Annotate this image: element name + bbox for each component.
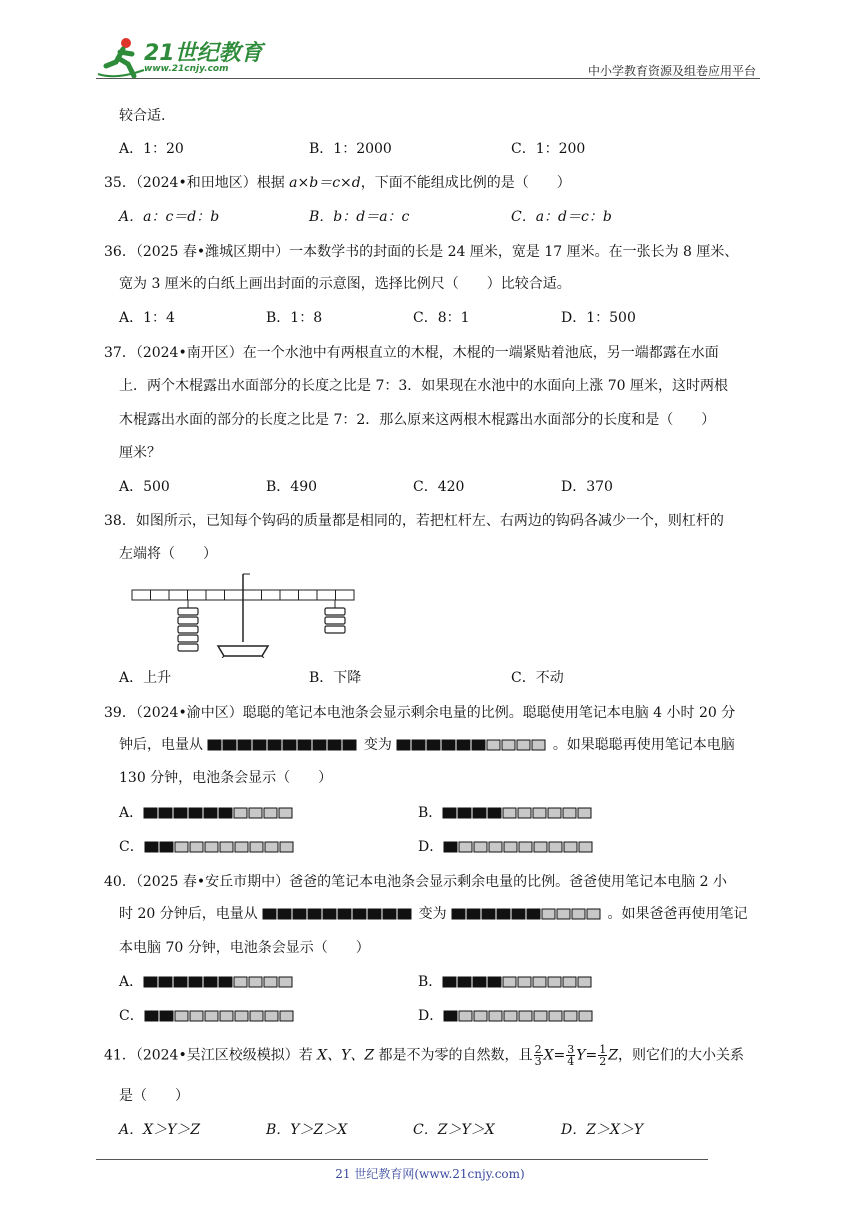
q38-line1-text: 如图所示，已知每个钩码的质量都是相同的，若把杠杆左、右两边的钩码各减少一个，则杠杆的	[135, 513, 724, 529]
left-weight	[178, 617, 198, 624]
q36-option-b: B．1：8	[266, 310, 323, 326]
right-weight	[325, 617, 345, 624]
battery-icon-q40-to	[451, 908, 603, 920]
q38-number: 38．	[104, 513, 136, 529]
q41-f2-den: 4	[567, 1055, 575, 1068]
left-weight	[178, 635, 198, 642]
q36-option-c: C．8：1	[413, 310, 470, 326]
battery-cell-full	[412, 740, 425, 750]
battery-cell-empty	[459, 1011, 472, 1021]
q39-line1-text: （2024•渝中区）聪聪的笔记本电池条会显示剩余电量的比例。聪聪使用笔记本电脑 4 小时 20 分	[135, 705, 736, 721]
battery-icon-q39-to	[396, 739, 548, 751]
right-weight	[325, 626, 345, 633]
battery-cell-full	[268, 740, 281, 750]
battery-cell-full	[467, 909, 480, 919]
battery-cell-full	[497, 909, 510, 919]
q37-option-a: A．500	[119, 479, 170, 495]
footer-divider	[96, 1159, 708, 1160]
battery-cell-full	[443, 808, 456, 818]
q39-line2-c: 。如果聪聪再使用笔记本电脑	[552, 737, 735, 753]
q41-line2: 是（ ）	[119, 1088, 189, 1104]
battery-cell-full	[308, 909, 321, 919]
battery-icon-q39-d	[443, 841, 595, 853]
battery-cell-empty	[578, 808, 591, 818]
battery-icon-q39-from	[207, 739, 359, 751]
q41-f3-num: 1	[599, 1043, 607, 1056]
left-weight	[178, 626, 198, 633]
battery-cell-full	[223, 740, 236, 750]
battery-cell-empty	[533, 808, 546, 818]
battery-cell-empty	[563, 977, 576, 987]
battery-cell-empty	[190, 842, 203, 852]
battery-cell-empty	[578, 977, 591, 987]
q41-option-b: B．Y＞Z＞X	[266, 1122, 348, 1138]
q41-fraction-1	[534, 1044, 543, 1067]
q36-option-a: A．1：4	[119, 310, 175, 326]
battery-cell-empty	[250, 1011, 263, 1021]
q39-option-c-label: C．	[119, 839, 144, 855]
q35-text-b: ，下面不能组成比例的是（ ）	[360, 175, 571, 191]
battery-cell-empty	[235, 842, 248, 852]
battery-cell-full	[368, 909, 381, 919]
header-divider	[96, 78, 760, 79]
battery-cell-full	[278, 909, 291, 919]
q40-option-b-label: B．	[418, 974, 443, 990]
platform-title: 中小学教育资源及组卷应用平台	[587, 64, 756, 78]
battery-cell-full	[174, 808, 187, 818]
q38-option-b: B．下降	[309, 670, 362, 686]
battery-cell-empty	[579, 842, 592, 852]
q40-line2-b: 变为	[418, 906, 447, 922]
q38-line2: 左端将（ ）	[119, 546, 217, 562]
battery-cell-full	[283, 740, 296, 750]
battery-cell-full	[443, 977, 456, 987]
q38-line1	[104, 511, 724, 531]
battery-cell-empty	[264, 808, 277, 818]
q40-option-d	[418, 1006, 595, 1026]
q40-line1	[104, 872, 727, 892]
q40-option-b	[418, 972, 594, 992]
battery-cell-empty	[548, 977, 561, 987]
battery-cell-empty	[533, 977, 546, 987]
battery-cell-empty	[504, 1011, 517, 1021]
battery-cell-empty	[487, 740, 500, 750]
battery-cell-full	[488, 977, 501, 987]
battery-cell-full	[442, 740, 455, 750]
left-weight	[178, 644, 198, 651]
q39-option-d	[418, 837, 595, 857]
q35-option-c: C．a：d＝c：b	[511, 209, 612, 225]
q37-option-d: D．370	[561, 479, 613, 495]
battery-cell-full	[397, 740, 410, 750]
q35-expression: a×b＝c×d	[289, 175, 361, 191]
q35-option-a: A．a：c＝d：b	[119, 209, 220, 225]
battery-cell-full	[398, 909, 411, 919]
logo-url: www.21cnjy.com	[144, 64, 229, 74]
q40-option-c	[119, 1006, 296, 1026]
q37-line3: 木棍露出水面的部分的长度之比是 7：2．那么原来这两根木棍露出水面部分的长度和是（ ）	[119, 412, 716, 428]
battery-cell-empty	[220, 1011, 233, 1021]
q37-line1-text: （2024•南开区）在一个水池中有两根直立的木棍，木棍的一端紧贴着池底，另一端都露在水面	[135, 345, 719, 361]
battery-cell-empty	[205, 1011, 218, 1021]
q40-option-a	[119, 972, 295, 992]
battery-cell-empty	[249, 808, 262, 818]
q40-line2-c: 。如果爸爸再使用笔记	[607, 906, 748, 922]
lever-figure	[130, 572, 356, 658]
q35-option-b: B．b：d＝a：c	[309, 209, 410, 225]
battery-cell-empty	[205, 842, 218, 852]
battery-cell-empty	[249, 977, 262, 987]
battery-icon-q39-b	[442, 807, 594, 819]
battery-cell-empty	[518, 808, 531, 818]
battery-cell-empty	[542, 909, 555, 919]
q39-line2-b: 变为	[363, 737, 392, 753]
q36-line1	[104, 242, 738, 262]
battery-cell-full	[159, 808, 172, 818]
q41-option-d: D．Z＞X＞Y	[561, 1122, 644, 1138]
battery-cell-full	[473, 977, 486, 987]
battery-cell-full	[204, 808, 217, 818]
battery-cell-full	[488, 808, 501, 818]
q39-line1	[104, 703, 735, 723]
battery-cell-empty	[474, 1011, 487, 1021]
q34-tail: 较合适.	[119, 108, 166, 124]
battery-cell-full	[145, 1011, 158, 1021]
battery-cell-full	[353, 909, 366, 919]
logo-runner-icon	[96, 36, 146, 82]
battery-cell-empty	[175, 842, 188, 852]
q37-option-b: B．490	[266, 479, 318, 495]
q40-option-c-label: C．	[119, 1008, 144, 1024]
battery-cell-full	[427, 740, 440, 750]
battery-icon-q39-a	[143, 807, 295, 819]
q41-f1-den: 3	[534, 1055, 542, 1068]
q39-option-d-label: D．	[418, 839, 444, 855]
battery-cell-full	[298, 740, 311, 750]
battery-cell-full	[208, 740, 221, 750]
q39-line2	[119, 735, 735, 755]
battery-cell-full	[204, 977, 217, 987]
battery-cell-full	[293, 909, 306, 919]
logo-text: 21世纪教育	[144, 41, 263, 66]
battery-cell-full	[527, 909, 540, 919]
battery-cell-empty	[280, 842, 293, 852]
q41-fraction-2	[566, 1044, 575, 1067]
battery-cell-empty	[502, 740, 515, 750]
q39-option-a-label: A．	[119, 805, 144, 821]
q40-option-d-label: D．	[418, 1008, 444, 1024]
battery-cell-full	[189, 977, 202, 987]
battery-cell-full	[174, 977, 187, 987]
q36-number: 36．	[104, 244, 136, 260]
battery-cell-empty	[265, 842, 278, 852]
right-weight	[325, 608, 345, 615]
q40-line3: 本电脑 70 分钟，电池条会显示（ ）	[119, 940, 370, 956]
q35-number: 35．	[104, 175, 136, 191]
q35-text-a: 根据	[256, 175, 290, 191]
battery-cell-empty	[572, 909, 585, 919]
q40-option-a-label: A．	[119, 974, 144, 990]
q39-option-b	[418, 803, 594, 823]
battery-cell-full	[238, 740, 251, 750]
q38-option-c: C．不动	[511, 670, 564, 686]
q39-number: 39．	[104, 705, 136, 721]
battery-cell-empty	[548, 808, 561, 818]
battery-cell-empty	[563, 808, 576, 818]
battery-cell-empty	[474, 842, 487, 852]
battery-cell-empty	[234, 977, 247, 987]
q41-line1	[104, 1044, 744, 1067]
battery-cell-full	[160, 842, 173, 852]
battery-cell-empty	[264, 977, 277, 987]
footer-text: 21 世纪教育网(www.21cnjy.com)	[335, 1167, 525, 1181]
battery-cell-full	[338, 909, 351, 919]
battery-cell-full	[473, 808, 486, 818]
battery-cell-empty	[220, 842, 233, 852]
battery-cell-empty	[250, 842, 263, 852]
q39-line2-a: 钟后，电量从	[119, 737, 203, 753]
battery-cell-full	[160, 1011, 173, 1021]
q36-line2: 宽为 3 厘米的白纸上画出封面的示意图，选择比例尺（ ）比较合适。	[119, 276, 571, 292]
q39-option-a	[119, 803, 295, 823]
battery-cell-full	[253, 740, 266, 750]
battery-cell-full	[343, 740, 356, 750]
battery-cell-empty	[190, 1011, 203, 1021]
battery-cell-empty	[504, 842, 517, 852]
battery-cell-empty	[175, 1011, 188, 1021]
battery-cell-full	[452, 909, 465, 919]
battery-cell-empty	[557, 909, 570, 919]
q41-f3-den: 2	[599, 1055, 607, 1068]
battery-cell-empty	[265, 1011, 278, 1021]
battery-cell-empty	[279, 977, 292, 987]
q41-vars: X、Y、Z	[317, 1047, 375, 1064]
battery-cell-full	[512, 909, 525, 919]
battery-icon-q40-c	[144, 1010, 296, 1022]
battery-cell-full	[383, 909, 396, 919]
q41-v3: Z	[608, 1047, 618, 1064]
battery-cell-full	[189, 808, 202, 818]
q40-number: 40．	[104, 874, 136, 890]
battery-cell-empty	[532, 740, 545, 750]
q41-v1: X=	[543, 1047, 566, 1064]
q41-fraction-3	[598, 1044, 607, 1067]
battery-cell-empty	[234, 808, 247, 818]
q35-source: （2024•和田地区）	[135, 175, 257, 191]
battery-cell-empty	[279, 808, 292, 818]
battery-cell-empty	[517, 740, 530, 750]
battery-icon-q40-from	[262, 908, 414, 920]
q41-v2: Y=	[576, 1047, 598, 1064]
battery-cell-full	[444, 1011, 457, 1021]
battery-cell-empty	[489, 1011, 502, 1021]
battery-cell-empty	[503, 977, 516, 987]
left-weight	[178, 608, 198, 615]
battery-cell-full	[145, 842, 158, 852]
battery-icon-q40-d	[443, 1010, 595, 1022]
battery-cell-full	[144, 808, 157, 818]
battery-cell-full	[458, 977, 471, 987]
q37-line2: 上．两个木棍露出水面部分的长度之比是 7：3．如果现在水池中的水面向上涨 70 厘米，这时两根	[119, 378, 728, 394]
q37-option-c: C．420	[413, 479, 465, 495]
q41-post: ，则它们的大小关系	[617, 1047, 744, 1064]
q41-f1-num: 2	[534, 1043, 542, 1056]
q40-line2-a: 时 20 分钟后，电量从	[119, 906, 258, 922]
battery-cell-empty	[549, 842, 562, 852]
battery-cell-empty	[503, 808, 516, 818]
battery-cell-empty	[579, 1011, 592, 1021]
battery-cell-empty	[489, 842, 502, 852]
battery-cell-full	[159, 977, 172, 987]
battery-cell-full	[323, 909, 336, 919]
battery-cell-empty	[534, 1011, 547, 1021]
battery-cell-empty	[235, 1011, 248, 1021]
q41-option-c: C．Z＞Y＞X	[413, 1122, 495, 1138]
battery-icon-q40-a	[143, 976, 295, 988]
q41-pre: （2024•吴江区校级模拟）若	[135, 1047, 318, 1064]
battery-cell-empty	[564, 1011, 577, 1021]
battery-cell-full	[144, 977, 157, 987]
battery-cell-empty	[459, 842, 472, 852]
q41-option-a: A．X＞Y＞Z	[119, 1122, 201, 1138]
battery-cell-empty	[519, 1011, 532, 1021]
q37-line1	[104, 343, 719, 363]
battery-cell-full	[482, 909, 495, 919]
q34-option-b: B．1：2000	[309, 141, 392, 157]
battery-cell-empty	[587, 909, 600, 919]
battery-cell-full	[472, 740, 485, 750]
q41-f2-num: 3	[567, 1043, 575, 1056]
q40-line1-text: （2025 春•安丘市期中）爸爸的笔记本电池条会显示剩余电量的比例。爸爸使用笔记本电脑 2 小	[135, 874, 727, 890]
q36-option-d: D．1：500	[561, 310, 636, 326]
battery-cell-empty	[280, 1011, 293, 1021]
battery-cell-empty	[564, 842, 577, 852]
q38-option-a: A．上升	[119, 670, 172, 686]
battery-cell-full	[457, 740, 470, 750]
battery-cell-full	[263, 909, 276, 919]
q37-line4: 厘米？	[119, 445, 161, 461]
battery-cell-full	[444, 842, 457, 852]
q39-line3: 130 分钟，电池条会显示（ ）	[119, 770, 333, 786]
q36-line1-text: （2025 春•潍城区期中）一本数学书的封面的长是 24 厘米，宽是 17 厘米。在一张长为 8 厘米、	[135, 244, 739, 260]
q34-option-a: A．1：20	[119, 141, 184, 157]
q40-line2	[119, 904, 748, 924]
battery-cell-full	[313, 740, 326, 750]
q34-option-c: C．1：200	[511, 141, 586, 157]
battery-cell-empty	[534, 842, 547, 852]
q41-mid: 都是不为零的自然数，且	[374, 1047, 533, 1064]
q39-option-b-label: B．	[418, 805, 443, 821]
battery-cell-empty	[549, 1011, 562, 1021]
battery-cell-full	[328, 740, 341, 750]
battery-cell-empty	[519, 842, 532, 852]
battery-cell-full	[219, 808, 232, 818]
battery-icon-q40-b	[442, 976, 594, 988]
battery-cell-empty	[518, 977, 531, 987]
battery-icon-q39-c	[144, 841, 296, 853]
q35-stem	[104, 173, 571, 193]
q37-number: 37．	[104, 345, 136, 361]
battery-cell-full	[458, 808, 471, 818]
lever-base	[218, 646, 268, 656]
q41-number: 41．	[104, 1047, 136, 1064]
q39-option-c	[119, 837, 296, 857]
battery-cell-full	[219, 977, 232, 987]
